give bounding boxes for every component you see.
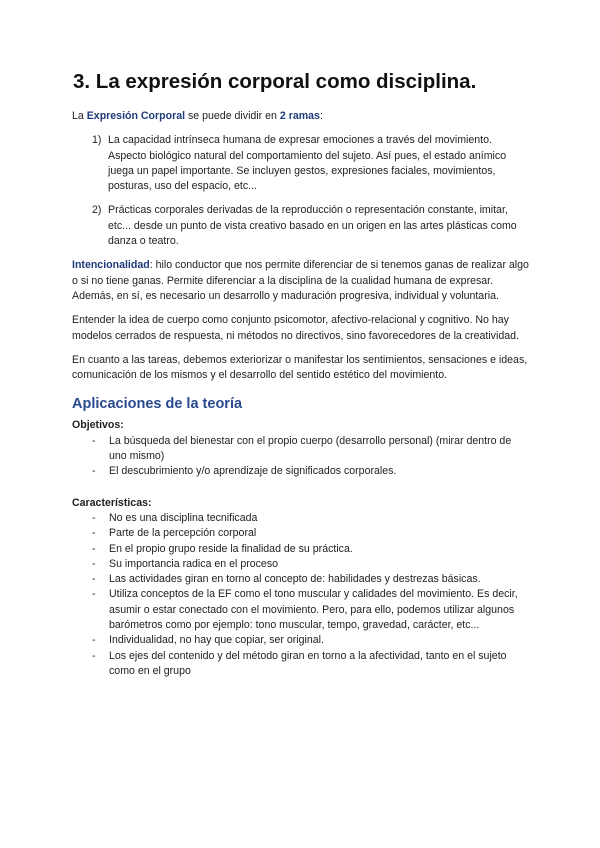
term-expresion-corporal: Expresión Corporal: [86, 110, 186, 122]
objetivos-colon: :: [120, 419, 124, 432]
list-item: [92, 133, 530, 194]
intencionalidad-paragraph: [72, 258, 530, 304]
term-2-ramas: 2 ramas: [279, 110, 320, 122]
list-number: 2): [92, 204, 102, 217]
page-title: 3. La expresión corporal como disciplina.: [73, 70, 477, 93]
term-intencionalidad: Intencionalidad: [72, 259, 150, 272]
caracteristicas-list: [72, 511, 530, 679]
caracteristicas-colon: :: [147, 496, 152, 509]
list-item: [92, 203, 530, 249]
intencionalidad-text: : hilo conductor que nos permite diferenciar de si tenemos ganas de realizar algo o si no tiene ganas. Permite diferenciar a la disciplina de la cualidad humana de expresar. Además, en sí, es necesario un desarrollo y maduración progresiva, individual y voluntaria.: [72, 259, 529, 302]
intro-post: :: [319, 110, 323, 122]
caracteristicas-heading: [72, 496, 530, 511]
intro-pre: La: [72, 110, 87, 122]
list-number: 1): [92, 134, 102, 147]
intro-paragraph: [72, 109, 530, 124]
list-item: - Individualidad, no hay que copiar, ser original.: [92, 633, 530, 648]
list-item: - La búsqueda del bienestar con el propio cuerpo (desarrollo personal) (mirar dentro de uno mismo): [92, 434, 530, 465]
list-item: - Su importancia radica en el proceso: [92, 557, 530, 572]
list-item: - No es una disciplina tecnificada: [92, 511, 530, 526]
list-item: - Las actividades giran en torno al concepto de: habilidades y destrezas básicas.: [92, 572, 530, 587]
objetivos-list: [72, 434, 530, 480]
list-item: - El descubrimiento y/o aprendizaje de significados corporales.: [92, 464, 530, 479]
objetivos-label: Objetivos: [72, 419, 121, 432]
list-item: - Parte de la percepción corporal: [92, 526, 530, 541]
list-item-text: Prácticas corporales derivadas de la reproducción o representación constante, imitar, etc... desde un punto de vista creativo basado en un origen en las artes plásticas como danza o teatro.: [108, 204, 517, 248]
list-item-text: La capacidad intrínseca humana de expresar emociones a través del movimiento. Aspecto biológico natural del comportamiento del sujeto. Así pues, el estado anímico juega un papel importante. Se incluyen gestos, expresiones faciales, movimientos, posturas, uso del espacio, etc...: [108, 134, 507, 193]
caracteristicas-label: Características: [72, 496, 148, 509]
intro-mid: se puede dividir en: [185, 110, 280, 122]
tareas-paragraph: En cuanto a las tareas, debemos exteriorizar o manifestar los sentimientos, sensaciones e ideas, comunicación de los mismos y el desarrollo del sentido estético del movimiento.: [72, 353, 528, 382]
ramas-list: [72, 133, 530, 249]
list-item: - Los ejes del contenido y del método giran en torno a la afectividad, tanto en el sujeto como en el grupo: [92, 649, 530, 680]
cuerpo-paragraph: Entender la idea de cuerpo como conjunto psicomotor, afectivo-relacional y cognitivo. No hay modelos cerrados de respuesta, ni métodos no directivos, sino favorecedores de la creatividad.: [72, 314, 519, 342]
list-item: - Utiliza conceptos de la EF como el tono muscular y calidades del movimiento. Es decir, asumir o estar conectado con el movimiento. Pero, para ello, podemos utilizar algunos barómetros como por ejemplo: tono muscular, tempo, gravedad, carácter, etc...: [92, 587, 530, 633]
section-heading: Aplicaciones de la teoría: [72, 396, 243, 413]
list-item: - En el propio grupo reside la finalidad de su práctica.: [92, 542, 530, 557]
objetivos-heading: [72, 418, 530, 433]
